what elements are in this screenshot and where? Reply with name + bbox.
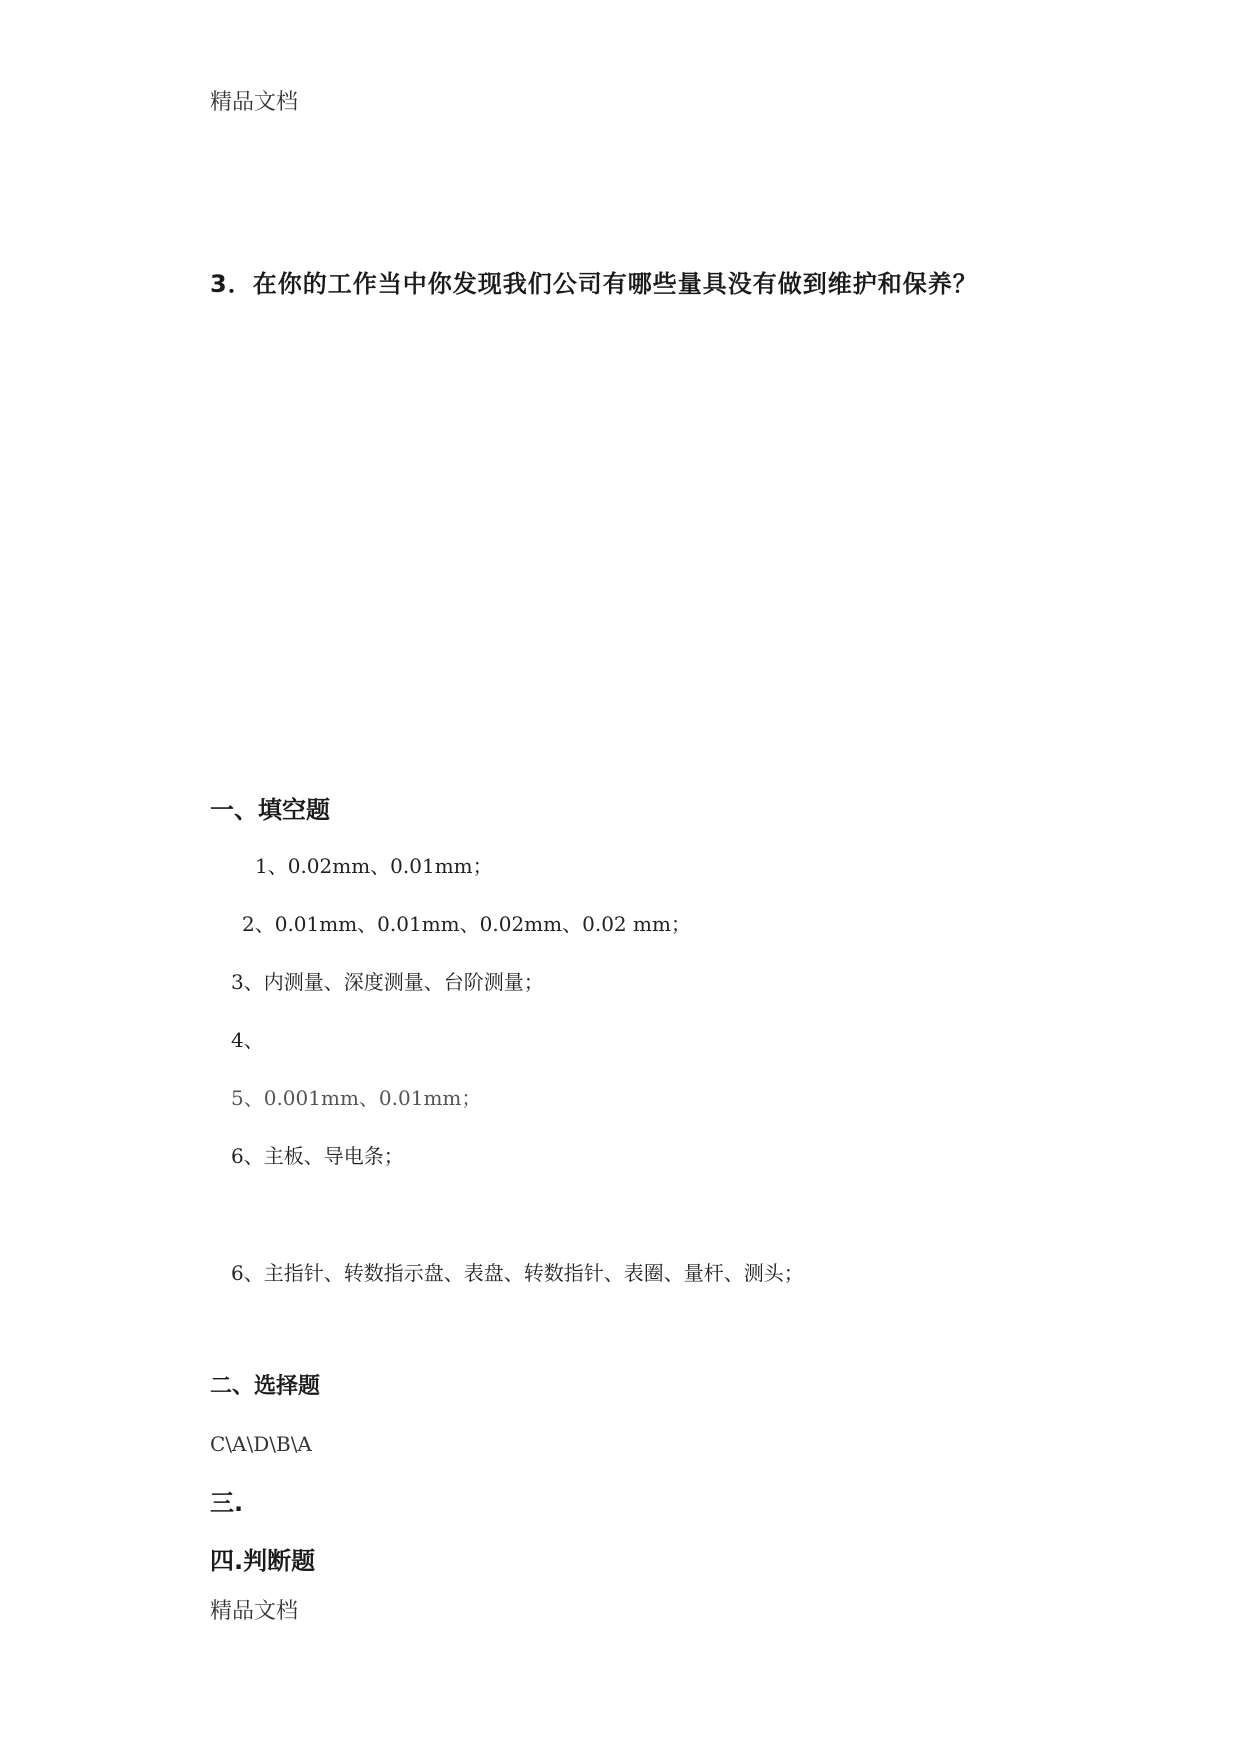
fill-in-answer-4: 4、 xyxy=(231,1028,264,1052)
fill-in-answer-2: 2、0.01mm、0.01mm、0.02mm、0.02 mm； xyxy=(242,912,691,936)
page-header: 精品文档 xyxy=(210,90,299,115)
multiple-choice-answers: C\A\D\B\A xyxy=(210,1432,312,1456)
section-multiple-choice-title: 二、选择题 xyxy=(210,1374,321,1399)
section-3-title: 三. xyxy=(210,1489,244,1517)
page-footer: 精品文档 xyxy=(210,1599,299,1624)
section-fill-in-title: 一、填空题 xyxy=(210,796,330,824)
fill-in-answer-6b: 6、主指针、转数指示盘、表盘、转数指针、表圈、量杆、测头； xyxy=(231,1261,804,1285)
fill-in-answer-3: 3、内测量、深度测量、台阶测量； xyxy=(231,970,544,994)
fill-in-answer-6: 6、主板、导电条； xyxy=(231,1144,404,1168)
question-3: 3．在你的工作当中你发现我们公司有哪些量具没有做到维护和保养？ xyxy=(210,270,978,298)
section-true-false-title: 四.判断题 xyxy=(210,1547,316,1575)
fill-in-answer-5: 5、0.001mm、0.01mm； xyxy=(231,1086,482,1110)
fill-in-answer-1: 1、0.02mm、0.01mm； xyxy=(255,854,493,878)
